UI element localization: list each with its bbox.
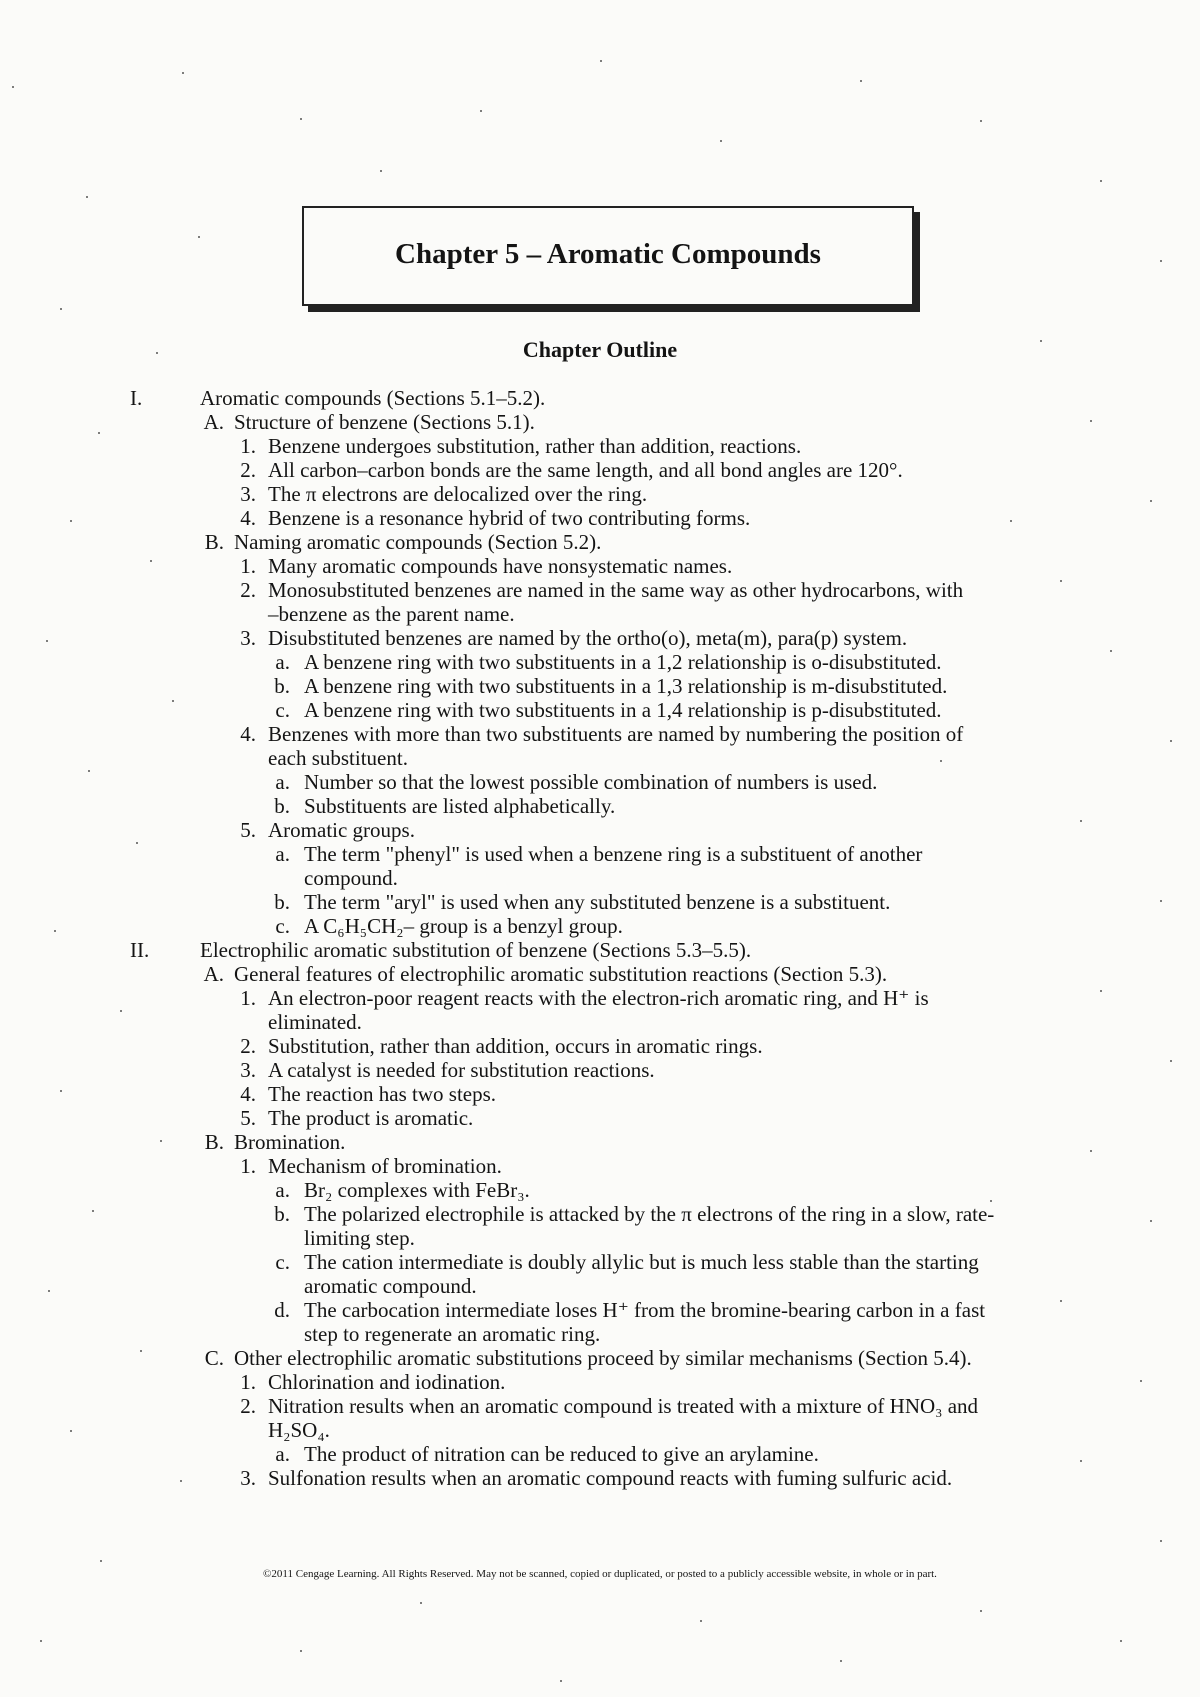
outline-line — [0, 1442, 1200, 1466]
outline-label: C. — [204, 1346, 224, 1370]
scan-speckle — [1110, 650, 1112, 652]
scan-speckle — [1100, 180, 1102, 182]
outline-line — [0, 698, 1200, 722]
outline-line — [0, 506, 1200, 530]
outline-line — [0, 1466, 1200, 1490]
outline-label: 4. — [240, 1082, 256, 1106]
scan-speckle — [1040, 340, 1042, 342]
outline-text: compound. — [304, 866, 398, 890]
scan-speckle — [860, 80, 862, 82]
outline-text: Other electrophilic aromatic substitutions proceed by similar mechanisms (Section 5.4). — [234, 1346, 972, 1370]
outline-label: 4. — [240, 506, 256, 530]
scan-speckle — [150, 560, 152, 562]
outline-line — [0, 842, 1200, 866]
outline-label: 1. — [240, 1154, 256, 1178]
outline-line — [0, 914, 1200, 938]
outline-text: Benzene undergoes substitution, rather than addition, reactions. — [268, 434, 802, 458]
scan-speckle — [1140, 1380, 1142, 1382]
outline-label: I. — [130, 386, 143, 410]
outline-text: Bromination. — [234, 1130, 346, 1154]
outline-text: limiting step. — [304, 1226, 415, 1250]
outline-text: each substituent. — [268, 746, 408, 770]
scan-speckle — [86, 196, 88, 198]
outline-label: c. — [275, 1250, 290, 1274]
outline-label: b. — [274, 1202, 290, 1226]
scan-speckle — [60, 308, 62, 310]
outline-label: b. — [274, 794, 290, 818]
outline-line — [0, 554, 1200, 578]
outline-label: 5. — [240, 818, 256, 842]
outline-label: a. — [275, 1442, 290, 1466]
outline-text: Structure of benzene (Sections 5.1). — [234, 410, 535, 434]
scan-speckle — [980, 1610, 982, 1612]
outline-label: c. — [275, 914, 290, 938]
scan-speckle — [88, 770, 90, 772]
outline-text: H₂SO₄. — [268, 1418, 330, 1442]
outline-text: Disubstituted benzenes are named by the ortho(o), meta(m), para(p) system. — [268, 626, 908, 650]
outline-line — [0, 818, 1200, 842]
outline-text: Naming aromatic compounds (Section 5.2). — [234, 530, 602, 554]
scan-speckle — [380, 170, 382, 172]
outline-label: 1. — [240, 554, 256, 578]
outline-text: Electrophilic aromatic substitution of benzene (Sections 5.3–5.5). — [200, 938, 752, 962]
outline-text: Br₂ complexes with FeBr₃. — [304, 1178, 530, 1202]
scan-speckle — [198, 236, 200, 238]
scan-speckle — [140, 1350, 142, 1352]
outline-label: c. — [275, 698, 290, 722]
outline-text: The product is aromatic. — [268, 1106, 474, 1130]
outline-line — [0, 1202, 1200, 1226]
scan-speckle — [40, 1640, 42, 1642]
outline-line — [0, 1130, 1200, 1154]
outline-text: Many aromatic compounds have nonsystematic names. — [268, 554, 733, 578]
outline-text: Mechanism of bromination. — [268, 1154, 502, 1178]
outline-line — [0, 986, 1200, 1010]
scan-speckle — [1120, 1640, 1122, 1642]
outline-text: A benzene ring with two substituents in a 1,4 relationship is p-disubstituted. — [304, 698, 942, 722]
scan-speckle — [1090, 1150, 1092, 1152]
outline-label: a. — [275, 1178, 290, 1202]
scan-speckle — [46, 640, 48, 642]
outline-text: All carbon–carbon bonds are the same length, and all bond angles are 120°. — [268, 458, 903, 482]
scan-speckle — [12, 86, 14, 88]
outline-text: Substituents are listed alphabetically. — [304, 794, 616, 818]
outline-text: A benzene ring with two substituents in a 1,2 relationship is o-disubstituted. — [304, 650, 942, 674]
scan-speckle — [1080, 1460, 1082, 1462]
scan-speckle — [70, 520, 72, 522]
scan-speckle — [480, 110, 482, 112]
outline-line — [0, 1418, 1200, 1442]
outline-text: Substitution, rather than addition, occurs in aromatic rings. — [268, 1034, 763, 1058]
scan-speckle — [720, 140, 722, 142]
outline-text: Nitration results when an aromatic compound is treated with a mixture of HNO₃ and — [268, 1394, 979, 1418]
scan-speckle — [1150, 500, 1152, 502]
scan-speckle — [136, 842, 138, 844]
outline-line — [0, 794, 1200, 818]
scan-speckle — [172, 700, 174, 702]
outline-label: 1. — [240, 434, 256, 458]
outline-line — [0, 1154, 1200, 1178]
outline-line — [0, 938, 1200, 962]
outline-heading: Chapter Outline — [522, 337, 678, 362]
scan-speckle — [1150, 1220, 1152, 1222]
outline-label: A. — [203, 962, 224, 986]
scan-speckle — [92, 1210, 94, 1212]
scan-speckle — [600, 60, 602, 62]
outline-line — [0, 1010, 1200, 1034]
scan-speckle — [1160, 900, 1162, 902]
outline-line — [0, 746, 1200, 770]
outline-line — [0, 482, 1200, 506]
outline-label: 5. — [240, 1106, 256, 1130]
scan-speckle — [1100, 990, 1102, 992]
scan-speckle — [300, 1650, 302, 1652]
outline-text: The cation intermediate is doubly allylic but is much less stable than the starting — [304, 1250, 979, 1274]
scan-speckle — [156, 352, 158, 354]
scan-speckle — [100, 1560, 102, 1562]
outline-line — [0, 1370, 1200, 1394]
outline-text: A benzene ring with two substituents in a 1,3 relationship is m-disubstituted. — [304, 674, 948, 698]
outline-line — [0, 1346, 1200, 1370]
outline-text: The term "aryl" is used when any substituted benzene is a substituent. — [304, 890, 891, 914]
outline-line — [0, 1226, 1200, 1250]
outline-label: 1. — [240, 1370, 256, 1394]
scan-speckle — [700, 1620, 702, 1622]
outline-text: A catalyst is needed for substitution reactions. — [268, 1058, 655, 1082]
outline-label: 3. — [240, 482, 256, 506]
scan-speckle — [840, 1660, 842, 1662]
outline-label: 1. — [240, 986, 256, 1010]
outline-line — [0, 434, 1200, 458]
outline-text: Benzenes with more than two substituents are named by numbering the position of — [268, 722, 964, 746]
scan-speckle — [940, 760, 942, 762]
outline-line — [0, 1058, 1200, 1082]
scan-speckle — [1170, 1060, 1172, 1062]
outline-text: A C₆H₅CH₂– group is a benzyl group. — [304, 914, 623, 938]
outline-text: The reaction has two steps. — [268, 1082, 497, 1106]
outline-text: eliminated. — [268, 1010, 362, 1034]
outline-label: 3. — [240, 626, 256, 650]
outline-line — [0, 650, 1200, 674]
scan-speckle — [48, 1290, 50, 1292]
outline-line — [0, 1394, 1200, 1418]
chapter-outline — [0, 386, 1200, 1490]
outline-label: 3. — [240, 1058, 256, 1082]
outline-label: a. — [275, 650, 290, 674]
outline-label: a. — [275, 842, 290, 866]
outline-line — [0, 962, 1200, 986]
scan-speckle — [1010, 520, 1012, 522]
scan-speckle — [420, 1602, 422, 1604]
scan-speckle — [300, 118, 302, 120]
scan-speckle — [120, 1010, 122, 1012]
outline-text: Sulfonation results when an aromatic compound reacts with fuming sulfuric acid. — [268, 1466, 953, 1490]
outline-line — [0, 1250, 1200, 1274]
scan-speckle — [990, 1200, 992, 1202]
outline-text: Number so that the lowest possible combination of numbers is used. — [304, 770, 878, 794]
outline-line — [0, 770, 1200, 794]
outline-text: Aromatic compounds (Sections 5.1–5.2). — [200, 386, 546, 410]
scan-speckle — [1160, 1540, 1162, 1542]
outline-text: Aromatic groups. — [268, 818, 415, 842]
outline-text: An electron-poor reagent reacts with the electron-rich aromatic ring, and H⁺ is — [268, 986, 929, 1010]
outline-label: 3. — [240, 1466, 256, 1490]
outline-line — [0, 1298, 1200, 1322]
scan-speckle — [1160, 260, 1162, 262]
outline-label: II. — [130, 938, 150, 962]
scan-speckle — [1080, 820, 1082, 822]
chapter-title: Chapter 5 – Aromatic Compounds — [395, 238, 821, 270]
outline-label: b. — [274, 890, 290, 914]
scan-speckle — [1090, 420, 1092, 422]
outline-line — [0, 530, 1200, 554]
outline-line — [0, 1082, 1200, 1106]
outline-line — [0, 626, 1200, 650]
outline-label: 2. — [240, 1034, 256, 1058]
outline-label: 2. — [240, 458, 256, 482]
outline-line — [0, 1178, 1200, 1202]
outline-text: –benzene as the parent name. — [268, 602, 515, 626]
scan-speckle — [560, 1680, 562, 1682]
outline-label: A. — [203, 410, 224, 434]
outline-line — [0, 410, 1200, 434]
scan-speckle — [70, 1430, 72, 1432]
outline-text: aromatic compound. — [304, 1274, 477, 1298]
outline-line — [0, 1106, 1200, 1130]
outline-label: b. — [274, 674, 290, 698]
scan-speckle — [60, 1090, 62, 1092]
outline-label: 2. — [240, 578, 256, 602]
chapter-title-box — [302, 206, 914, 306]
outline-label: a. — [275, 770, 290, 794]
outline-label: d. — [274, 1298, 290, 1322]
outline-text: The carbocation intermediate loses H⁺ from the bromine-bearing carbon in a fast — [304, 1298, 986, 1322]
outline-label: B. — [204, 1130, 224, 1154]
outline-line — [0, 674, 1200, 698]
scan-speckle — [182, 72, 184, 74]
outline-label: B. — [204, 530, 224, 554]
outline-text: step to regenerate an aromatic ring. — [304, 1322, 601, 1346]
outline-text: The product of nitration can be reduced to give an arylamine. — [304, 1442, 819, 1466]
outline-line — [0, 1034, 1200, 1058]
outline-text: Chlorination and iodination. — [268, 1370, 506, 1394]
outline-line — [0, 602, 1200, 626]
outline-text: General features of electrophilic aromatic substitution reactions (Section 5.3). — [234, 962, 888, 986]
outline-line — [0, 1274, 1200, 1298]
outline-line — [0, 890, 1200, 914]
outline-text: Monosubstituted benzenes are named in the same way as other hydrocarbons, with — [268, 578, 964, 602]
scan-speckle — [1170, 740, 1172, 742]
scan-speckle — [1060, 1300, 1062, 1302]
outline-line — [0, 722, 1200, 746]
copyright-footer: ©2011 Cengage Learning. All Rights Reserved. May not be scanned, copied or duplicated, or posted to a publicly accessible website, in whole or in part. — [263, 1568, 937, 1580]
outline-line — [0, 578, 1200, 602]
scan-speckle — [160, 1140, 162, 1142]
scan-speckle — [180, 1480, 182, 1482]
outline-line — [0, 458, 1200, 482]
outline-line — [0, 1322, 1200, 1346]
scan-speckle — [980, 120, 982, 122]
outline-text: The π electrons are delocalized over the ring. — [268, 482, 648, 506]
scan-speckle — [1060, 580, 1062, 582]
outline-text: Benzene is a resonance hybrid of two contributing forms. — [268, 506, 751, 530]
scan-speckle — [54, 930, 56, 932]
outline-line — [0, 866, 1200, 890]
scan-speckle — [98, 432, 100, 434]
outline-line — [0, 386, 1200, 410]
outline-label: 2. — [240, 1394, 256, 1418]
outline-text: The term "phenyl" is used when a benzene ring is a substituent of another — [304, 842, 923, 866]
outline-text: The polarized electrophile is attacked by the π electrons of the ring in a slow, rate- — [304, 1202, 995, 1226]
outline-label: 4. — [240, 722, 256, 746]
